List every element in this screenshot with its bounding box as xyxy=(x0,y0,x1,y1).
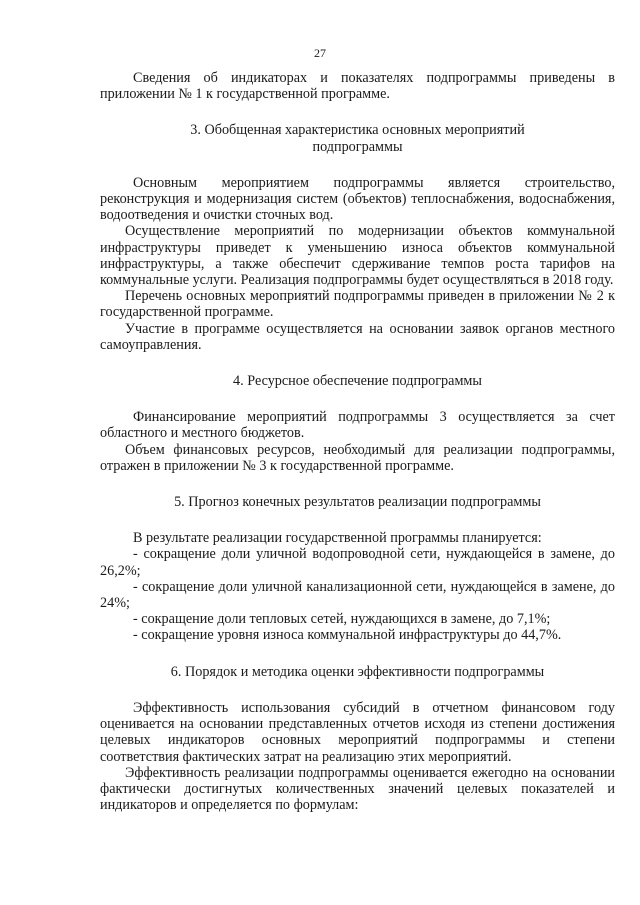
section-6-title: 6. Порядок и методика оценки эффективности подпрограммы xyxy=(170,663,545,680)
section-4-paragraph: Объем финансовых ресурсов, необходимый для реализации подпрограммы, отражен в приложении № 3 к государственной программе. xyxy=(100,441,615,474)
section-3-paragraph: Осуществление мероприятий по модернизации объектов коммунальной инфраструктуры приведет к уменьшению износа объектов коммунальной инфраструктуры, а также обеспечит сдерживание темпов роста тарифов на коммунальные услуги. Реализация подпрограммы будет осуществляться в 2018 году. xyxy=(100,223,615,289)
intro-paragraph: Сведения об индикаторах и показателях подпрограммы приведены в приложении № 1 к государственной программе. xyxy=(100,70,615,103)
section-5-list-item: - сокращение доли тепловых сетей, нуждающихся в замене, до 7,1%; xyxy=(133,611,551,628)
section-6-paragraph: Эффективность использования субсидий в отчетном финансовом году оценивается на основании представленных отчетов исходя из степени достижения целевых индикаторов основных мероприятий подпрограммы и степени соответствия фактических затрат на реализацию этих мероприятий. xyxy=(100,699,615,765)
section-3-paragraph: Участие в программе осуществляется на основании заявок органов местного самоуправления. xyxy=(100,320,615,353)
section-3-title-line-1: 3. Обобщенная характеристика основных мероприятий xyxy=(190,122,525,139)
section-5-list-item: - сокращение доли уличной водопроводной сети, нуждающейся в замене, до 26,2%; xyxy=(100,546,615,579)
section-4-paragraph: Финансирование мероприятий подпрограммы 3 осуществляется за счет областного и местного бюджетов. xyxy=(100,409,615,442)
section-4-title: 4. Ресурсное обеспечение подпрограммы xyxy=(233,373,482,390)
section-6-paragraph: Эффективность реализации подпрограммы оценивается ежегодно на основании фактически достигнутых количественных значений целевых показателей и индикаторов и определяется по формулам: xyxy=(100,764,615,814)
section-3-title-line-2: подпрограммы xyxy=(312,138,403,155)
page-number: 27 xyxy=(314,46,326,60)
section-5-list-item: - сокращение доли уличной канализационной сети, нуждающейся в замене, до 24%; xyxy=(100,578,615,612)
section-3-paragraph: Перечень основных мероприятий подпрограммы приведен в приложении № 2 к государственной программе. xyxy=(100,288,615,321)
document-body xyxy=(100,70,615,813)
section-3-paragraph: Основным мероприятием подпрограммы является строительство, реконструкция и модернизация систем (объектов) теплоснабжения, водоснабжения, водоотведения и очистки сточных вод. xyxy=(100,174,615,224)
section-5-lead: В результате реализации государственной программы планируется: xyxy=(133,530,542,547)
section-5-title: 5. Прогноз конечных результатов реализации подпрограммы xyxy=(174,494,541,511)
section-5-list-item: - сокращение уровня износа коммунальной инфраструктуры до 44,7%. xyxy=(133,627,562,644)
